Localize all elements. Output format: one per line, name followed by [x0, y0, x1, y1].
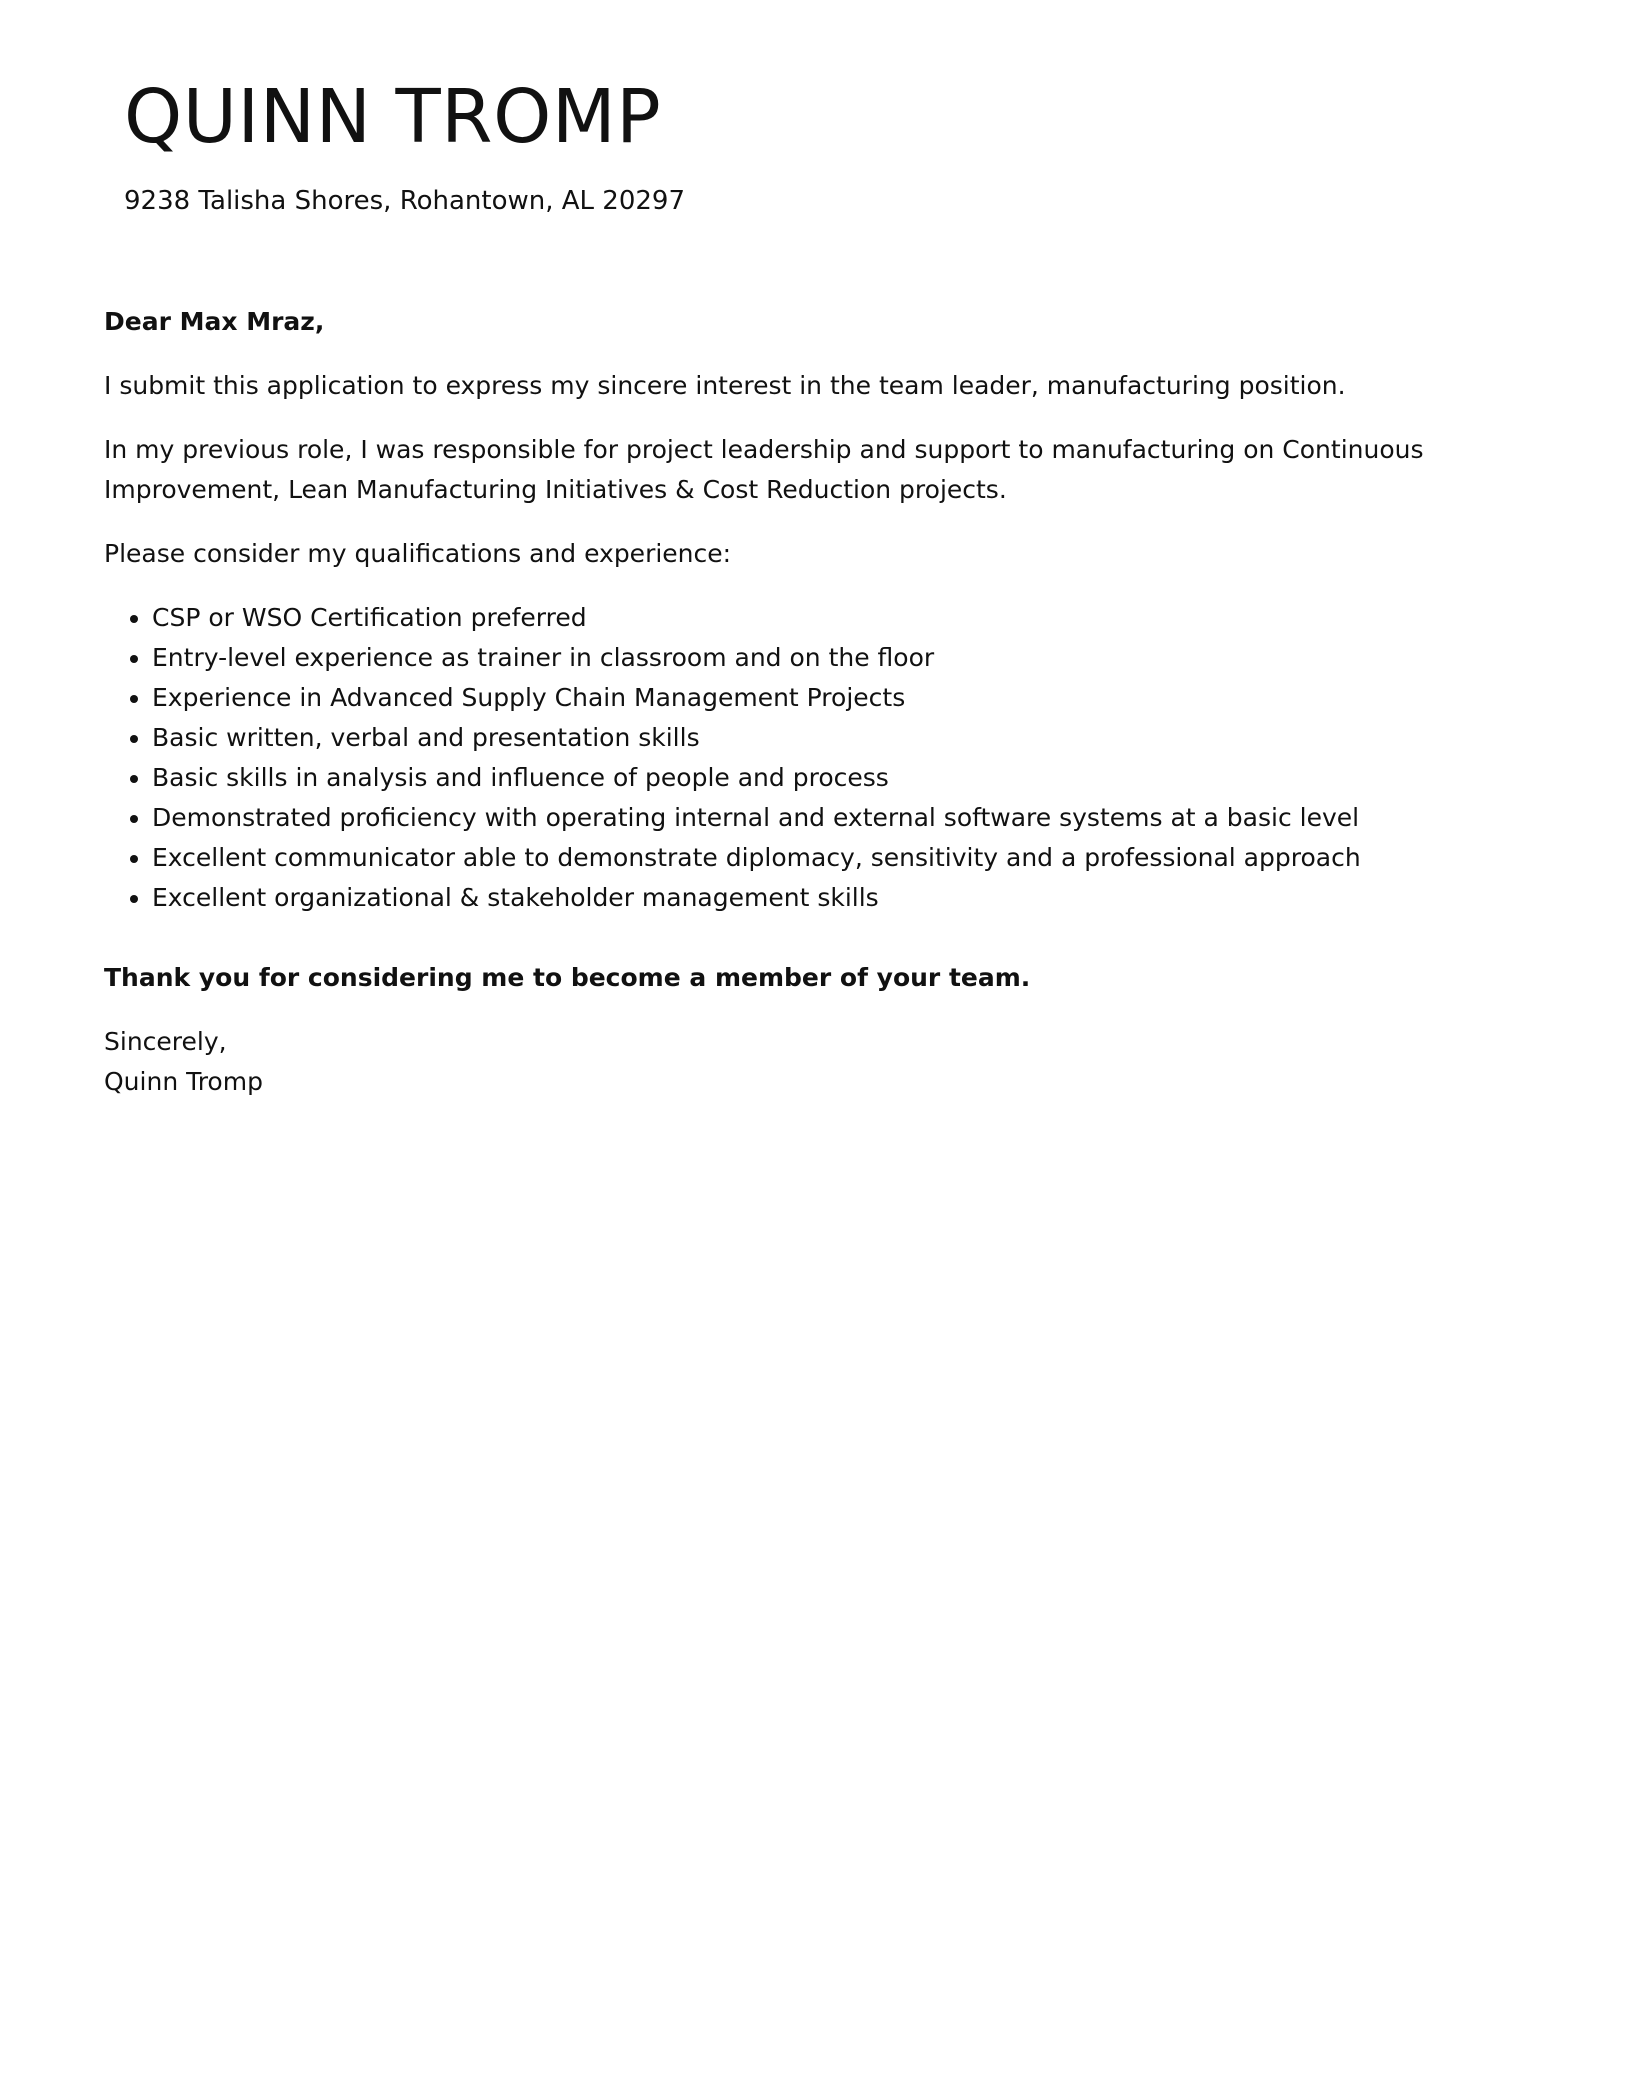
- list-item: • Entry-level experience as trainer in classroom and on the floor: [152, 638, 1544, 678]
- list-item: • Basic skills in analysis and influence of people and process: [152, 758, 1544, 798]
- previous-role-paragraph: In my previous role, I was responsible for project leadership and support to manufacturing on Continuous Improvement, Lean Manufacturing Initiatives & Cost Reduction projects.: [104, 435, 1424, 504]
- list-item: • Experience in Advanced Supply Chain Management Projects: [152, 678, 1544, 718]
- qualifications-intro: Please consider my qualifications and experience:: [104, 539, 732, 568]
- greeting: Dear Max Mraz,: [104, 307, 325, 336]
- signature: Quinn Tromp: [104, 1067, 263, 1096]
- applicant-address: 9238 Talisha Shores, Rohantown, AL 20297: [124, 186, 686, 216]
- qualifications-list: [104, 598, 1544, 918]
- list-item: • Basic written, verbal and presentation skills: [152, 718, 1544, 758]
- thanks-paragraph: Thank you for considering me to become a member of your team.: [104, 963, 1031, 992]
- list-item: • CSP or WSO Certification preferred: [152, 598, 1544, 638]
- list-item: • Excellent communicator able to demonstrate diplomacy, sensitivity and a professional approach: [152, 838, 1544, 878]
- letter-header: [124, 72, 686, 216]
- letter-body: [104, 302, 1544, 1102]
- intro-paragraph: I submit this application to express my sincere interest in the team leader, manufacturing position.: [104, 371, 1346, 400]
- list-item: • Excellent organizational & stakeholder management skills: [152, 878, 1544, 918]
- list-item: • Demonstrated proficiency with operating internal and external software systems at a basic level: [152, 798, 1544, 838]
- applicant-name: QUINN TROMP: [124, 74, 662, 160]
- closing: Sincerely,: [104, 1027, 227, 1056]
